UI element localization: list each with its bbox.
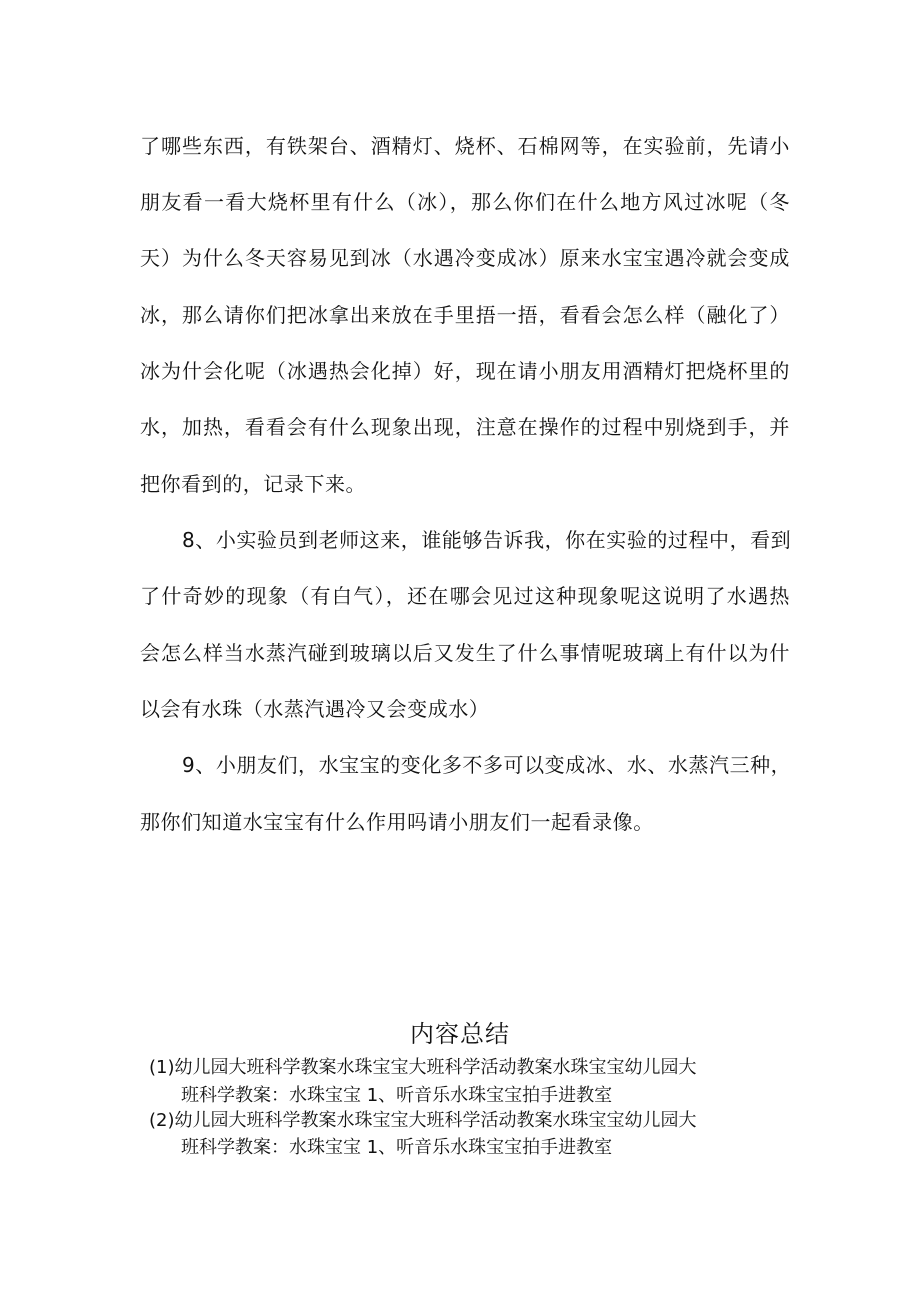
paragraph-9-first-line: 9、小朋友们，水宝宝的变化多不多可以变成冰、水、水蒸汽三种， [182, 753, 792, 777]
body-line: 了哪些东西，有铁架台、酒精灯、烧杯、石棉网等，在实验前，先请小 [140, 134, 790, 158]
body-line: 了什奇妙的现象（有白气），还在哪会见过这种现象呢这说明了水遇热 [140, 584, 790, 608]
body-line: 冰，那么请你们把冰拿出来放在手里捂一捂，看看会怎么样（融化了） [140, 303, 790, 327]
paragraph-8-first-line: 8、小实验员到老师这来，谁能够告诉我，你在实验的过程中，看到 [182, 528, 792, 552]
summary-item-1-line2: 班科学教案：水珠宝宝 1、听音乐水珠宝宝拍手进教室 [181, 1085, 613, 1106]
body-line: 那你们知道水宝宝有什么作用吗请小朋友们一起看录像。 [140, 810, 654, 834]
summary-title: 内容总结 [410, 1020, 510, 1048]
body-line: 会怎么样当水蒸汽碰到玻璃以后又发生了什么事情呢玻璃上有什以为什 [140, 641, 790, 665]
body-line: 水，加热，看看会有什么现象出现，注意在操作的过程中别烧到手，并 [140, 415, 790, 439]
summary-item-1-line1: (1)幼儿园大班科学教案水珠宝宝大班科学活动教案水珠宝宝幼儿园大 [149, 1057, 697, 1078]
body-line: 以会有水珠（水蒸汽遇冷又会变成水） [140, 697, 490, 721]
summary-item-2-line2: 班科学教案：水珠宝宝 1、听音乐水珠宝宝拍手进教室 [181, 1137, 613, 1158]
body-line: 冰为什会化呢（冰遇热会化掉）好，现在请小朋友用酒精灯把烧杯里的 [140, 359, 790, 383]
body-line: 朋友看一看大烧杯里有什么（冰），那么你们在什么地方风过冰呢（冬 [140, 190, 790, 214]
summary-item-2-line1: (2)幼儿园大班科学教案水珠宝宝大班科学活动教案水珠宝宝幼儿园大 [149, 1110, 697, 1131]
body-line: 天）为什么冬天容易见到冰（水遇冷变成冰）原来水宝宝遇冷就会变成 [140, 246, 790, 270]
body-line: 把你看到的，记录下来。 [140, 472, 367, 496]
